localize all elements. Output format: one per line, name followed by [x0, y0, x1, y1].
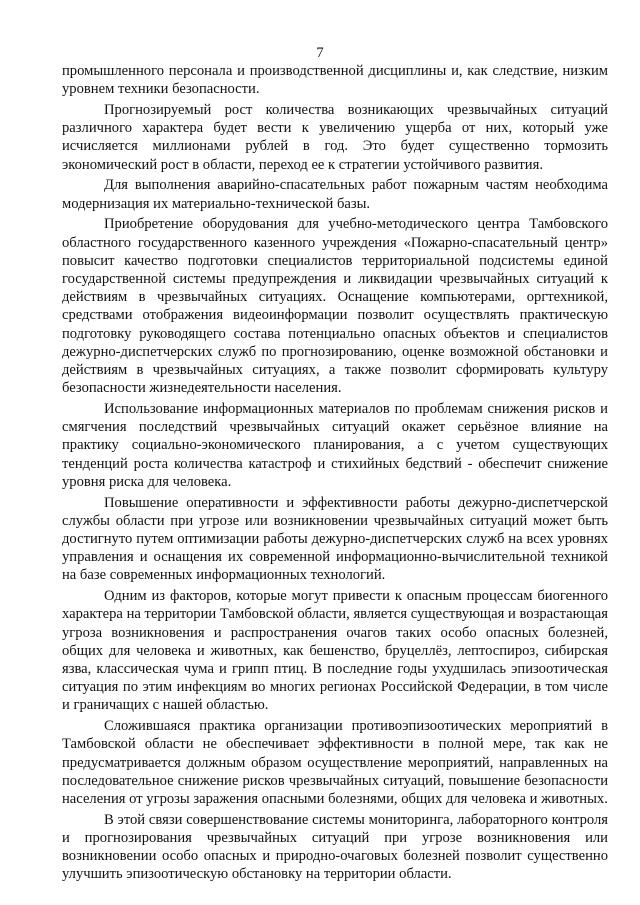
document-body — [62, 62, 608, 886]
paragraph-5: Использование информационных материалов по проблемам снижения рисков и смягчения последствий чрезвычайных ситуаций окажет серьёзное влияние на практику социально-экономического планирования, а с учетом существующих тенденций роста количества катастроф и стихийных бедствий - обеспечит снижение уровня риска для человека. — [62, 401, 608, 490]
paragraph-4: Приобретение оборудования для учебно-методического центра Тамбовского областного государственного казенного учреждения «Пожарно-спасательный центр» повысит качество подготовки специалистов территориальной подсистемы единой государственной системы предупреждения и ликвидации чрезвычайных ситуаций к действиям в чрезвычайных ситуациях. Оснащение компьютерами, оргтехникой, средствами отображения видеоинформации позволит осуществлять практическую подготовку руководящего состава потенциально опасных объектов и специалистов дежурно-диспетчерских служб по прогнозированию, оценке возможной обстановки и действиям в чрезвычайных ситуациях, а также позволит сформировать культуру безопасности жизнедеятельности населения. — [62, 216, 608, 397]
paragraph-9: В этой связи совершенствование системы мониторинга, лабораторного контроля и прогнозирования чрезвычайных ситуаций при угрозе возникновения или возникновении особо опасных и природно-очаговых болезней позволит существенно улучшить эпизоотическую обстановку на территории области. — [62, 811, 608, 883]
paragraph-8: Сложившаяся практика организации противоэпизоотических мероприятий в Тамбовской области не обеспечивает эффективности в полной мере, так как не предусматривается должным образом осуществление мероприятий, направленных на последовательное снижение рисков чрезвычайных ситуаций, повышение безопасности населения от угрозы заражения опасными болезнями, общих для человека и животных. — [62, 718, 608, 808]
paragraph-2: Прогнозируемый рост количества возникающих чрезвычайных ситуаций различного характера будет вести к увеличению ущерба от них, который уже исчисляется миллионами рублей в год. Это будет существенно тормозить экономический рост в области, переход ее к стратегии устойчивого развития. — [62, 102, 608, 173]
paragraph-1: промышленного персонала и производственной дисциплины и, как следствие, низким уровнем техники безопасности. — [62, 63, 608, 98]
page-number: 7 — [316, 45, 324, 61]
paragraph-7: Одним из факторов, которые могут привести к опасным процессам биогенного характера на территории Тамбовской области, является существующая и возрастающая угроза возникновения и распространения очагов таких особо опасных болезней, общих для человека и животных, как бешенство, бруцеллёз, лептоспироз, сибирская язва, классическая чума и грипп птиц. В последние годы ухудшилась эпизоотическая ситуация по этим инфекциям во многих регионах Российской Федерации, в том числе и граничащих с нашей областью. — [62, 588, 608, 714]
paragraph-3: Для выполнения аварийно-спасательных работ пожарным частям необходима модернизация их материально-технической базы. — [62, 177, 608, 212]
paragraph-6: Повышение оперативности и эффективности работы дежурно-диспетчерской службы области при угрозе или возникновении чрезвычайных ситуаций может быть достигнуто путем оптимизации работы дежурно-диспетчерских служб на всех уровнях управления и оснащения их современной информационно-вычислительной техникой на базе современных информационных технологий. — [62, 494, 608, 584]
